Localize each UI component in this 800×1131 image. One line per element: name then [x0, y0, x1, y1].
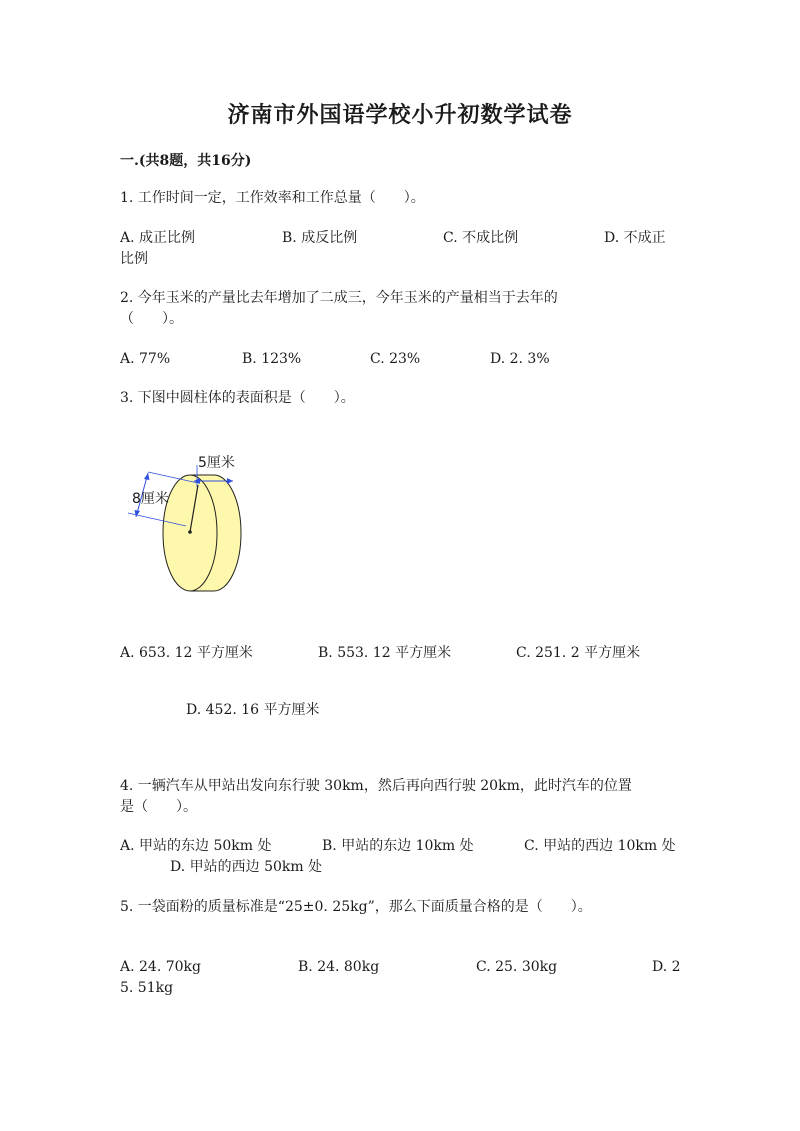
page-title: 济南市外国语学校小升初数学试卷: [227, 102, 573, 128]
radius-label: 8厘米: [132, 491, 169, 507]
q1-option-c: C. 不成比例: [443, 230, 519, 246]
q5-option-d: D. 2: [652, 959, 681, 975]
q3-option-d: D. 452. 16 平方厘米: [186, 702, 320, 718]
question-2-stem: 2. 今年玉米的产量比去年增加了二成三，今年玉米的产量相当于去年的: [120, 290, 558, 306]
q4-option-a: A. 甲站的东边 50km 处: [120, 838, 272, 854]
question-4-stem-cont: 是（ ）。: [120, 799, 197, 815]
question-3-stem: 3. 下图中圆柱体的表面积是（ ）。: [120, 390, 355, 406]
q5-option-b: B. 24. 80kg: [298, 959, 380, 975]
cylinder-figure: [118, 445, 258, 600]
q2-option-c: C. 23%: [370, 351, 421, 367]
q4-option-c: C. 甲站的西边 10km 处: [524, 838, 676, 854]
q5-option-d-wrap: 5. 51kg: [120, 980, 174, 996]
question-4-stem: 4. 一辆汽车从甲站出发向东行驶 30km，然后再向西行驶 20km，此时汽车的位置: [120, 778, 632, 794]
q4-option-b: B. 甲站的东边 10km 处: [322, 838, 474, 854]
section-heading: 一.(共8题，共16分): [120, 153, 252, 169]
question-5-stem: 5. 一袋面粉的质量标准是“25±0. 25kg”，那么下面质量合格的是（ ）。: [120, 899, 592, 915]
q3-option-b: B. 553. 12 平方厘米: [318, 645, 452, 661]
question-2-stem-cont: （ ）。: [120, 311, 183, 327]
q4-option-d: D. 甲站的西边 50km 处: [170, 859, 323, 875]
q5-option-c: C. 25. 30kg: [476, 959, 558, 975]
q3-option-c: C. 251. 2 平方厘米: [516, 645, 641, 661]
q2-option-a: A. 77%: [120, 351, 171, 367]
center-point: [188, 530, 192, 534]
q1-option-d: D. 不成正: [604, 230, 666, 246]
q2-option-b: B. 123%: [242, 351, 302, 367]
q1-option-b: B. 成反比例: [282, 230, 358, 246]
width-label: 5厘米: [198, 455, 235, 471]
q2-option-d: D. 2. 3%: [490, 351, 550, 367]
question-1-stem: 1. 工作时间一定，工作效率和工作总量（ ）。: [120, 190, 425, 206]
q5-option-a: A. 24. 70kg: [120, 959, 201, 975]
q1-option-d-wrap: 比例: [120, 251, 148, 267]
q3-option-a: A. 653. 12 平方厘米: [120, 645, 253, 661]
q1-option-a: A. 成正比例: [120, 230, 196, 246]
